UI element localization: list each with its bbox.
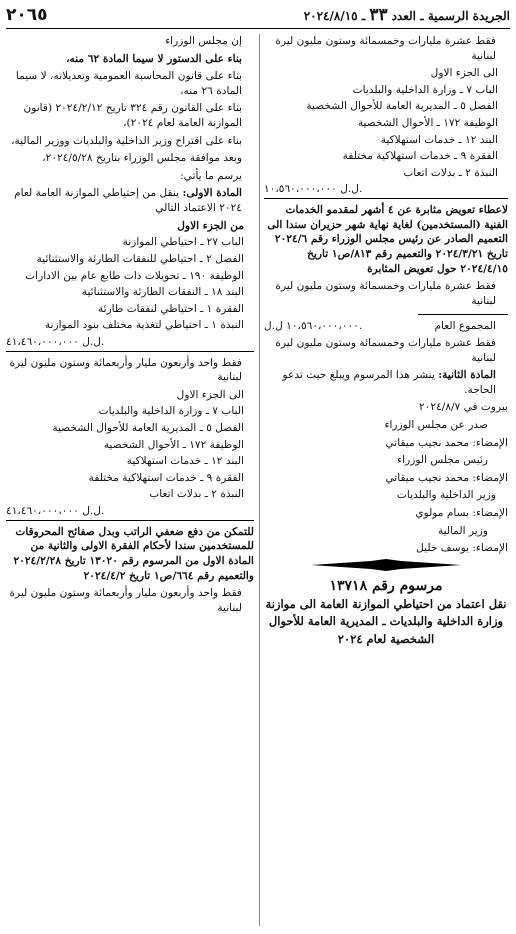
article-two-text: ينشر هذا المرسوم ويبلغ حيث تدعو الحاجة. xyxy=(282,369,496,396)
legal-basis: بناء على القانون رقم ٣٢٤ تاريخ ٢٠٢٤/٢/١٢ (قانون الموازنة العامة لعام ٢٠٢٤)، xyxy=(23,102,242,130)
article-two-label: المادة الثانية: xyxy=(438,369,496,382)
paragraph-line: الفقرة ٩ ـ خدمات استهلاكية مختلفة xyxy=(88,471,244,484)
signer-title: وزير المالية xyxy=(437,524,488,537)
to-part-one: الى الجزء الاول xyxy=(430,67,498,80)
issued-by: صدر عن مجلس الوزراء xyxy=(384,419,488,432)
function-line: الوظيفة ١٧٢ ـ الأحوال الشخصية xyxy=(357,117,498,130)
signer-title: رئيس مجلس الوزراء xyxy=(397,454,488,467)
council-intro: إن مجلس الوزراء xyxy=(165,35,242,47)
legal-basis: وبعد موافقة مجلس الوزراء بتاريخ ٢٠٢٤/٥/٢٨، xyxy=(42,152,242,165)
place-date: بيروت في ٢٠٢٤/٨/٧ xyxy=(419,401,508,414)
amount-words: فقط عشرة مليارات وخمسمائة وستون مليون ليرة لبنانية xyxy=(275,280,496,307)
amount-value: ١٠،٥٦٠،٠٠٠،٠٠٠ xyxy=(264,183,337,196)
decree-phrase: يرسم ما يأتي: xyxy=(180,169,242,182)
subparagraph-line: النبذة ١ ـ احتياطي لتغذية مختلف بنود الموازنة xyxy=(44,319,244,332)
signer-title: وزير الداخلية والبلديات xyxy=(396,489,496,502)
left-column xyxy=(6,34,254,930)
amount-words: فقط واحد وأربعون مليار وأربعمائة وستون مليون ليرة لبنانية xyxy=(9,356,242,384)
decree-number: مرسوم رقم ١٣٧١٨ xyxy=(329,577,443,594)
amount-line xyxy=(6,504,254,521)
issue-number: ٣٣ xyxy=(369,5,388,26)
purpose-text: للتمكن من دفع ضعفي الراتب وبدل صفائح المحروقات للمستخدمين سندا لأحكام الفقرة الاولى والثانية من المادة الاول من المرسوم رقم ١٣٠٢٠ تاريخ ٢٠٢٤/٢/٢٨ والتعميم رقم ٦٦٤/ص١ تاريخ ٢٠٢٤/٤/٢ xyxy=(13,525,254,582)
ornament-divider xyxy=(264,559,508,571)
chapter-line: الباب ٧ ـ وزارة الداخلية والبلديات xyxy=(352,83,498,96)
article-one xyxy=(6,186,254,215)
grand-total-label: المجموع العام xyxy=(434,320,496,333)
issue-date: ـ ٢٠٢٤/٨/١٥ xyxy=(303,9,366,24)
item-line: البند ١٢ ـ خدمات استهلاكية xyxy=(126,455,244,468)
section-line: الفصل ٥ ـ المديرية العامة للأحوال الشخصية xyxy=(52,422,244,435)
amount-line xyxy=(6,335,254,352)
article-one-label: المادة الاولى: xyxy=(182,187,242,200)
page-number: ٢٠٦٥ xyxy=(6,5,48,26)
to-part-one: الى الجزء الاول xyxy=(176,388,244,401)
subparagraph-line: النبذة ٢ ـ بدلات اتعاب xyxy=(149,488,244,501)
signature-line: الإمضاء: يوسف خليل xyxy=(416,542,508,555)
journal-name: الجريدة الرسمية ـ العدد xyxy=(391,9,510,24)
function-line: الوظيفة ١٩٠ ـ تحويلات ذات طابع عام بين الادارات xyxy=(25,269,244,282)
column-divider xyxy=(259,34,260,926)
amount-words: فقط عشرة مليارات وخمسمائة وستون مليون ليرة لبنانية xyxy=(275,35,496,62)
amount-words: فقط واحد وأربعون مليار وأربعمائة وستون مليون ليرة لبنانية xyxy=(9,587,242,614)
amount-unit: ل.ل. xyxy=(82,335,105,348)
legal-basis: بناء على قانون المحاسبة العمومية وتعديلاته، لا سيما المادة ٢٦ منه، xyxy=(15,70,242,97)
decree-title: نقل اعتماد من احتياطي الموازنة العامة الى موازنة وزارة الداخلية والبلديات ـ المديرية العامة للأحوال الشخصية لعام ٢٠٢٤ xyxy=(265,597,507,646)
page-header xyxy=(6,4,510,29)
function-line: الوظيفة ١٧٢ ـ الأحوال الشخصية xyxy=(103,438,244,451)
chapter-line: الباب ٧ ـ وزارة الداخلية والبلديات xyxy=(98,405,244,418)
amount-unit: ل.ل. xyxy=(82,505,105,518)
section-line: الفصل ٢ ـ احتياطي للنفقات الطارئة والاستثنائية xyxy=(36,252,244,265)
separator-line xyxy=(418,314,508,315)
journal-title xyxy=(304,4,510,27)
amount-value: ٤١،٤٦٠،٠٠٠،٠٠٠ xyxy=(6,505,79,518)
grand-total-unit: ل.ل. xyxy=(264,320,363,333)
section-line: الفصل ٥ ـ المديرية العامة للأحوال الشخصية xyxy=(306,100,498,113)
article-one-text: ينقل من إحتياطي الموازنة العامة لعام ٢٠٢٤ الاعتماد التالي xyxy=(14,187,242,215)
amount-unit: ل.ل. xyxy=(340,183,363,196)
amount-line xyxy=(264,182,508,199)
grand-total xyxy=(264,319,508,334)
signature-line: الإمضاء: محمد نجيب ميقاتي xyxy=(385,471,508,484)
legal-basis: بناء على اقتراح وزير الداخلية والبلديات ووزير المالية، xyxy=(11,134,242,147)
signature-line: الإمضاء: محمد نجيب ميقاتي xyxy=(385,436,508,449)
item-line: البند ١٢ ـ خدمات استهلاكية xyxy=(380,133,498,146)
chapter-line: الباب ٢٧ ـ احتياطي الموازنة xyxy=(122,236,244,249)
article-two xyxy=(264,368,508,397)
paragraph-line: الفقرة ٩ ـ خدمات استهلاكية مختلفة xyxy=(342,150,498,163)
right-column xyxy=(264,34,508,930)
signature-line: الإمضاء: بسام مولوي xyxy=(415,507,508,520)
item-line: البند ١٨ ـ النفقات الطارئة والاستثنائية xyxy=(81,286,244,299)
subparagraph-line: النبذة ٢ ـ بدلات اتعاب xyxy=(403,166,498,179)
paragraph-line: الفقرة ١ ـ احتياطي لنفقات طارئة xyxy=(97,302,244,315)
grand-total-value: ١٠،٥٦٠،٠٠٠،٠٠٠ xyxy=(286,320,359,333)
legal-basis: بناء على الدستور لا سيما المادة ٦٢ منه، xyxy=(66,52,242,65)
amount-value: ٤١،٤٦٠،٠٠٠،٠٠٠ xyxy=(6,335,79,348)
from-part-one: من الجزء الاول xyxy=(177,219,244,232)
amount-words: فقط عشرة مليارات وخمسمائة وستون مليون ليرة لبنانية xyxy=(275,336,496,364)
purpose-text: لاعطاء تعويض مثابرة عن ٤ أشهر لمقدمو الخدمات الفنية (المستخدمين) لغاية نهاية شهر حزيران سندا الى التعميم الصادر عن رئيس مجلس الوزراء رقم ٢٠٢٤/٦ تاريخ ٢٠٢٤/٣/٢١ والتعميم رقم ٨١٣/ص١ تاريخ ٢٠٢٤/٤/١٥ حول تعويض المثابرة xyxy=(267,204,508,275)
